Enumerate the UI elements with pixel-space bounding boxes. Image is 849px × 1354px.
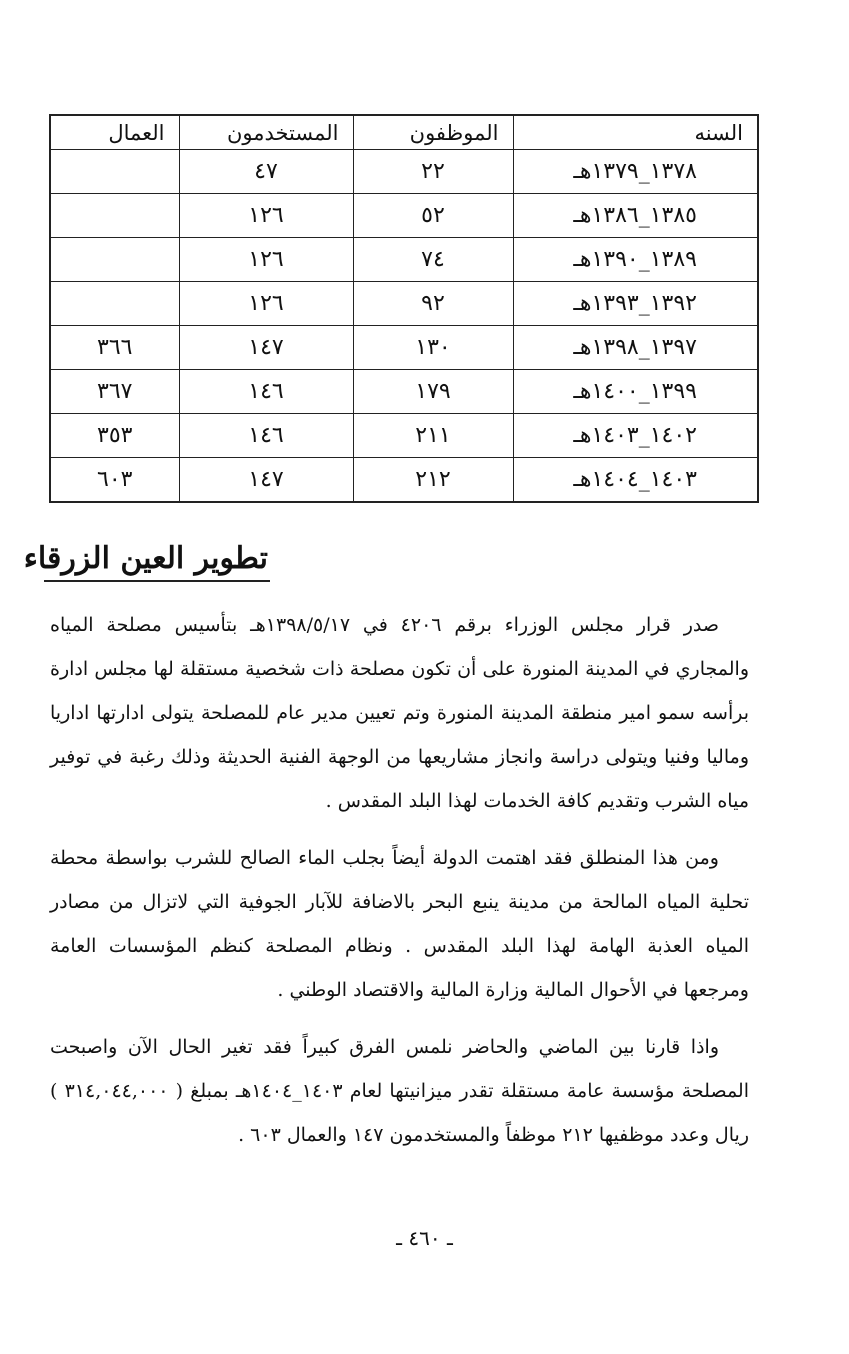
cell-employees: ٢١٢ [353, 458, 513, 503]
cell-employees: ١٣٠ [353, 326, 513, 370]
staff-table-container [49, 114, 757, 503]
cell-employees: ٥٢ [353, 194, 513, 238]
paragraph [50, 1025, 749, 1157]
cell-users: ١٢٦ [179, 238, 353, 282]
section-heading: تطوير العين الزرقاء [23, 541, 268, 576]
cell-year: ١٣٩٢_١٣٩٣هـ [513, 282, 758, 326]
article-body [50, 603, 749, 1157]
cell-employees: ٢٢ [353, 150, 513, 194]
cell-users: ٤٧ [179, 150, 353, 194]
cell-users: ١٤٦ [179, 370, 353, 414]
table-header-row [50, 115, 758, 150]
cell-users: ١٤٧ [179, 458, 353, 503]
cell-workers [50, 282, 179, 326]
paragraph [50, 603, 749, 823]
heading-underline [44, 580, 270, 582]
paragraph-text: واذا قارنا بين الماضي والحاضر نلمس الفرق كبيراً فقد تغير الحال الآن واصبحت المصلحة مؤسسة عامة مستقلة تقدر ميزانيتها لعام ١٤٠٣_١٤٠٤هـ بمبلغ ( ٣١٤,٠٤٤,٠٠٠ ) ريال وعدد موظفيها ٢١٢ موظفاً والمستخدمون ١٤٧ والعمال ٦٠٣ . [50, 1036, 749, 1146]
page-number: ـ ٤٦٠ ـ [396, 1226, 453, 1250]
cell-workers: ٣٦٦ [50, 326, 179, 370]
paragraph-text: صدر قرار مجلس الوزراء برقم ٤٢٠٦ في ١٣٩٨/٥/١٧هـ بتأسيس مصلحة المياه والمجاري في المدينة المنورة على أن تكون مصلحة ذات شخصية مستقلة لها مجلس ادارة برأسه سمو امير منطقة المدينة المنورة وتم تعيين مدير عام للمصلحة يتولى ادارتها اداريا وماليا وفنيا ويتولى دراسة وانجاز مشاريعها من الوجهة الفنية الحديثة وذلك رغبة في توفير مياه الشرب وتقديم كافة الخدمات لهذا البلد المقدس . [50, 614, 749, 812]
table-row [50, 282, 758, 326]
cell-year: ١٣٨٩_١٣٩٠هـ [513, 238, 758, 282]
cell-users: ١٢٦ [179, 194, 353, 238]
paragraph-text: ومن هذا المنطلق فقد اهتمت الدولة أيضاً بجلب الماء الصالح للشرب بواسطة محطة تحلية المياه المالحة من مدينة ينبع البحر بالاضافة للآبار الجوفية التي لاتزال من مصادر المياه العذبة الهامة لهذا البلد المقدس . ونظام المصلحة كنظم المؤسسات العامة ومرجعها في الأحوال المالية وزارة المالية والاقتصاد الوطني . [50, 847, 749, 1001]
cell-employees: ٢١١ [353, 414, 513, 458]
cell-year: ١٣٧٨_١٣٧٩هـ [513, 150, 758, 194]
cell-users: ١٢٦ [179, 282, 353, 326]
cell-year: ١٣٩٩_١٤٠٠هـ [513, 370, 758, 414]
header-users: المستخدمون [179, 115, 353, 150]
table-row [50, 238, 758, 282]
cell-employees: ٧٤ [353, 238, 513, 282]
cell-workers: ٣٦٧ [50, 370, 179, 414]
cell-users: ١٤٧ [179, 326, 353, 370]
header-year: السنه [513, 115, 758, 150]
cell-workers [50, 150, 179, 194]
cell-year: ١٤٠٢_١٤٠٣هـ [513, 414, 758, 458]
cell-year: ١٤٠٣_١٤٠٤هـ [513, 458, 758, 503]
table-row [50, 150, 758, 194]
table-row [50, 326, 758, 370]
paragraph [50, 836, 749, 1012]
cell-employees: ٩٢ [353, 282, 513, 326]
header-employees: الموظفون [353, 115, 513, 150]
cell-employees: ١٧٩ [353, 370, 513, 414]
cell-workers [50, 194, 179, 238]
table-row [50, 458, 758, 503]
table-row [50, 194, 758, 238]
staff-statistics-table [49, 114, 759, 503]
cell-year: ١٣٨٥_١٣٨٦هـ [513, 194, 758, 238]
cell-users: ١٤٦ [179, 414, 353, 458]
cell-year: ١٣٩٧_١٣٩٨هـ [513, 326, 758, 370]
cell-workers: ٣٥٣ [50, 414, 179, 458]
cell-workers: ٦٠٣ [50, 458, 179, 503]
cell-workers [50, 238, 179, 282]
table-row [50, 414, 758, 458]
table-row [50, 370, 758, 414]
header-workers: العمال [50, 115, 179, 150]
